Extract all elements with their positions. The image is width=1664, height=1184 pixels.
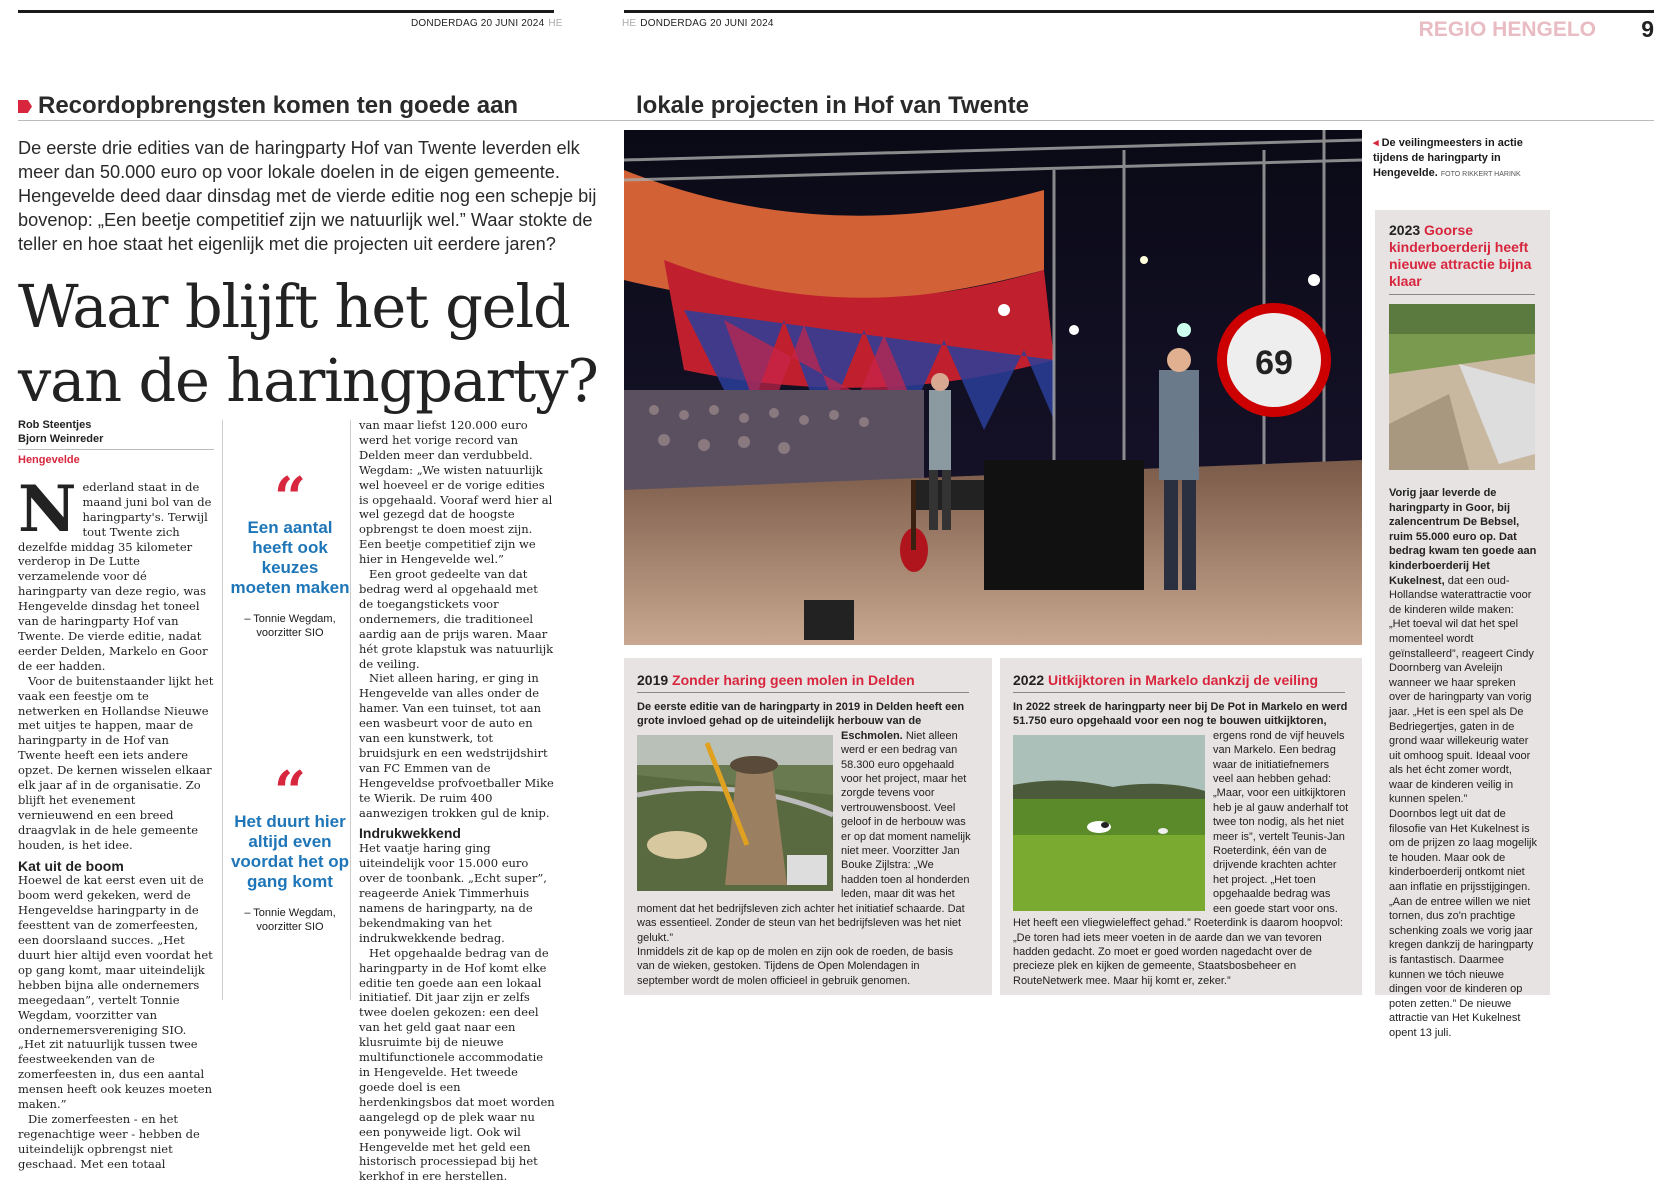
pull-quote-2-text: Het duurt hier altijd even voordat het op gang komt	[230, 812, 350, 891]
quote-mark-icon: “	[273, 465, 307, 531]
kicker-right: lokale projecten in Hof van Twente	[636, 92, 1029, 119]
box-2022-year: 2022	[1013, 672, 1045, 688]
box-2019-paragraph-1: Niet alleen werd er een bedrag van 58.300 euro opgehaald voor het project, maar het zorgde tevens voor vertrouwensboost. Veel geloof in de herbouw was er op dat moment namelijk niet meer. Voorzitter Jan Bouke Zijlstra: „We hadden toen al honderden leden, maar dit was het moment dat het bedrijfsleven zich achter het initiatief schaarde. Dat was essentieel. Zonder de steun van het bedrijfsleven was het niet gelukt.”	[637, 729, 971, 944]
col1-paragraph-3: Hoewel de kat eerst even uit de boom werd gekeken, werd de Hengeveldse haringparty in de feesttent van de zomerfeesten, een doorslaand succes. „Het duurt hier altijd even voordat het op gang komt, maar uiteindelijk hebben bijna alle ondernemers meegedaan”, vertelt Tonnie Wegdam, voorzitter van ondernemersvereniging SIO. „Het zit natuurlijk tussen twee feestweekenden van de zomerfeesten in, dus een aantal mensen heeft ook keuzes moeten maken.”	[18, 873, 213, 1112]
box-2022-paragraph-1: ergens rond de vijf heuvels van Markelo. Een bedrag waar de initiatiefnemers veel aan hebben gehad: „Maar, voor een uitkijktoren heb je al gauw anderhalf tot twee ton nodig, als het niet meer is”, vertelt Teunis-Jan Roeterdink, één van de drijvende krachten achter het project. „Het toen opgehaalde bedrag was een goede start voor ons. Het heeft een vliegwieleffect gehad.” Roeterdink is daarom hoopvol: „De toren had iets meer voeten in de aarde dan we van tevoren hadden gedacht. Zo moet er goed worden nagedacht over de precieze plek en kijken de gemeente, Staatsbosbeheer en RouteNetwerk mee. Maar hij komt er, zeker.”	[1013, 729, 1349, 987]
col3-paragraph-2: Een groot gedeelte van dat bedrag werd al opgehaald met de toegangstickets voor ondernemers, die traditioneel aardig aan de prijs waren. Maar hét grote klapstuk was natuurlijk de veiling.	[359, 567, 554, 671]
pull-quote-1-attribution: – Tonnie Wegdam, voorzitter SIO	[244, 613, 336, 639]
col1-subheading: Kat uit de boom	[18, 857, 124, 874]
author-1: Rob Steentjes	[18, 419, 92, 431]
article-intro: De eerste drie edities van de haringparty Hof van Twente leverden elk meer dan 50.000 euro op voor lokale doelen in de eigen gemeente. Hengevelde deed daar dinsdag met de vierde editie nog een schepje bij bovenop: „Een beetje competitief zijn we natuurlijk wel.” Waar stokte de teller en hoe staat het eigenlijk met die projecten uit eerdere jaren?	[18, 138, 597, 254]
windmill-photo	[637, 735, 833, 891]
box-2023-paragraph-2: Doornbos legt uit dat de filosofie van Het Kukelnest is om de prijzen zo laag mogelijk te houden. Maar ook de kinderboerderij ontkomt niet aan inflatie en prijsstijgingen. „Aan de entree willen we niet tornen, dus zo'n prachtige schenking zoals we vorig jaar kregen dankzij de haringparty is fantastisch. Daarmee kunnen we tóch nieuwe dingen voor de kinderen op poten zetten.” De nieuwe attractie van Het Kukelnest opent 13 juli.	[1389, 808, 1537, 1039]
kicker-arrow-icon	[18, 100, 32, 113]
kinderboerderij-photo	[1389, 304, 1535, 470]
article-column-1	[18, 418, 214, 1172]
box-2023-year: 2023	[1389, 222, 1421, 238]
column-divider-2	[350, 420, 351, 1000]
headline-line-1: Waar blijft het geld	[18, 272, 570, 341]
col3-paragraph-4: Het vaatje haring ging uiteindelijk voor 15.000 euro over de toonbank. „Echt super”, reageerde Aniek Timmerhuis namens de haringparty, na de bekendmaking van het indrukwekkende bedrag.	[359, 841, 547, 945]
box-2019-title: Zonder haring geen molen in Delden	[672, 672, 915, 688]
col1-paragraph-4: Die zomerfeesten - en het regenachtige weer - hebben de uiteindelijk opbrengst niet geschaad. Met een totaal	[18, 1111, 200, 1171]
drop-cap: N	[18, 471, 77, 547]
box-2022-body	[1013, 700, 1349, 988]
top-rule-right	[624, 10, 1654, 13]
box-2022-title: Uitkijktoren in Markelo dankzij de veiling	[1048, 672, 1318, 688]
sidebar-box-2023	[1375, 210, 1550, 1039]
pull-quote-1	[230, 465, 350, 640]
edition-right: HE	[622, 18, 637, 29]
date-right: DONDERDAG 20 JUNI 2024	[640, 18, 774, 29]
dateline-left	[411, 18, 567, 29]
page-number: 9	[1641, 16, 1654, 42]
box-2023-rule	[1389, 294, 1535, 295]
box-2023-lead: Vorig jaar leverde de haringparty in Goor, bij zalencentrum De Bebsel, ruim 55.000 euro op. Dat bedrag kwam ten goede aan kinderboerderij Het Kukelnest,	[1389, 487, 1537, 587]
box-2022-heading	[1013, 672, 1318, 688]
headline-line-2: van de haringparty?	[18, 346, 598, 415]
box-2019-lead: De eerste editie van de haringparty in 2019 in Delden heeft een grote invloed gehad op de uiteindelijk herbouw van de Eschmolen.	[637, 701, 965, 742]
box-2019-body	[637, 700, 973, 988]
section-title: REGIO HENGELO	[1418, 18, 1596, 41]
headline	[18, 270, 618, 418]
box-2023-body	[1389, 486, 1537, 1041]
main-photo-stage	[624, 130, 1362, 645]
photo-caption	[1373, 136, 1543, 182]
stage-photo-illustration	[624, 130, 1362, 645]
kicker-left-text: Recordopbrengsten komen ten goede aan	[38, 92, 519, 119]
top-rule-left	[18, 10, 554, 13]
col3-paragraph-3: Niet alleen haring, er ging in Hengevelde van alles onder de hamer. Van een tuinset, tot aan een wasbeurt voor de auto en van een kunstwerk, tot bruidsjurk en een wedstrijdshirt van FC Emmen van de Hengeveldse profvoetballer Mike te Wierik. De ruim 400 aanwezigen trokken gul de knip.	[359, 671, 554, 820]
col1-paragraph-1: ederland staat in de maand juni bol van de haringparty's. Terwijl tout Twente zich dezelfde middag 35 kilometer verderop in De Lutte verzamelende voor dé haringparty van deze regio, was Hengevelde dinsdag het toneel van de haringparty Hof van Twente. De vierde editie, nadat eerder Delden, Markelo en Goor de eer hadden.	[18, 479, 212, 673]
dateline-right	[622, 18, 774, 29]
sidebar-box-2019	[624, 658, 992, 995]
pull-quote-1-text: Een aantal heeft ook keuzes moeten maken	[230, 518, 350, 597]
stage-sign-number: 69	[1255, 344, 1293, 382]
author-2: Bjorn Weinreder	[18, 433, 104, 445]
box-2019-heading	[637, 672, 915, 688]
col3-paragraph-1: van maar liefst 120.000 euro werd het vorige record van Delden meer dan verdubbeld. Wegdam: „We wisten natuurlijk wel hoeveel er de vorige edities is opgehaald. Vooraf werd hier al wel gezegd dat de hoogste opbrengst te doen moest zijn. Een beetje competitief zijn we hier in Hengevelde wel.”	[359, 418, 553, 567]
pull-quote-2-attribution: – Tonnie Wegdam, voorzitter SIO	[244, 907, 336, 933]
article-column-3	[359, 418, 555, 1184]
meadow-photo	[1013, 735, 1205, 911]
box-2022-lead: In 2022 streek de haringparty neer bij De Pot in Markelo en werd 51.750 euro opgehaald voor een nog te bouwen uitkijktoren,	[1013, 701, 1348, 728]
box-2019-paragraph-2: Inmiddels zit de kap op de molen en zijn ook de roeden, de basis van de wieken, gestoken. Tijdens de Open Molendagen in september wordt de molen officieel in gebruik genomen.	[637, 945, 954, 987]
col3-subheading: Indrukwekkend	[359, 825, 461, 842]
box-2023-heading	[1389, 222, 1539, 290]
kicker-left	[18, 92, 518, 120]
photo-credit: FOTO RIKKERT HARINK	[1440, 171, 1521, 178]
caption-arrow-icon: ◂	[1373, 137, 1379, 149]
col3-paragraph-5: Het opgehaalde bedrag van de haringparty in de Hof komt elke editie ten goede aan een lokaal initiatief. Dit jaar zijn er zelfs twee doelen gekozen: een deel van het geld gaat naar een klusruimte bij de nieuwe multifunctionele accommodatie in Hengevelde. Het tweede goede doel is een herdenkingsbos dat moet worden aangelegd op de plek waar nu een ponyweide ligt. Ook wil Hengevelde met het geld een historisch processiepad bij het kerkhof in ere herstellen.	[359, 945, 555, 1184]
pull-quote-2	[230, 759, 350, 934]
dateline-place: Hengevelde	[18, 449, 214, 468]
box-2019-year: 2019	[637, 672, 669, 688]
box-2023-paragraph-1: dat een oud-Hollandse waterattractie voor de kinderen wilde maken: „Het toeval wil dat het spel momenteel wordt geïnstalleerd”, reageert Cindy Doornberg van Aveleijn wanneer we haar spreken over de haringparty van vorig jaar. „Het is een spel als De Bedriegertjes, gaten in de grond waar willekeurig water uit omhoog spuit. Ideaal voor als het écht zomer wordt, waar de kinderen veilig in kunnen spelen.”	[1389, 574, 1534, 806]
column-divider-1	[222, 420, 223, 1000]
quote-mark-icon: “	[273, 759, 307, 825]
box-2019-rule	[637, 692, 969, 693]
box-2023-title: Goorse kinderboerderij heeft nieuwe attractie bijna klaar	[1389, 222, 1532, 289]
col1-paragraph-2: Voor de buitenstaander lijkt het vaak een feestje om te netwerken en Hollandse Nieuwe met uitjes te happen, maar de haringparty in de Hof van Twente heeft een iets andere opzet. De kernen wisselen elkaar elk jaar af in de organisatie. Zo blijft het evenement vernieuwend en een breed draagvlak in de hele gemeente houden, is het idee.	[18, 673, 214, 852]
caption-text: De veilingmeesters in actie tijdens de haringparty in Hengevelde.	[1373, 137, 1523, 179]
edition-left: HE	[548, 18, 563, 29]
box-2022-rule	[1013, 692, 1345, 693]
kicker-rule	[18, 120, 1654, 121]
date-left: DONDERDAG 20 JUNI 2024	[411, 18, 545, 29]
sidebar-box-2022	[1000, 658, 1362, 995]
